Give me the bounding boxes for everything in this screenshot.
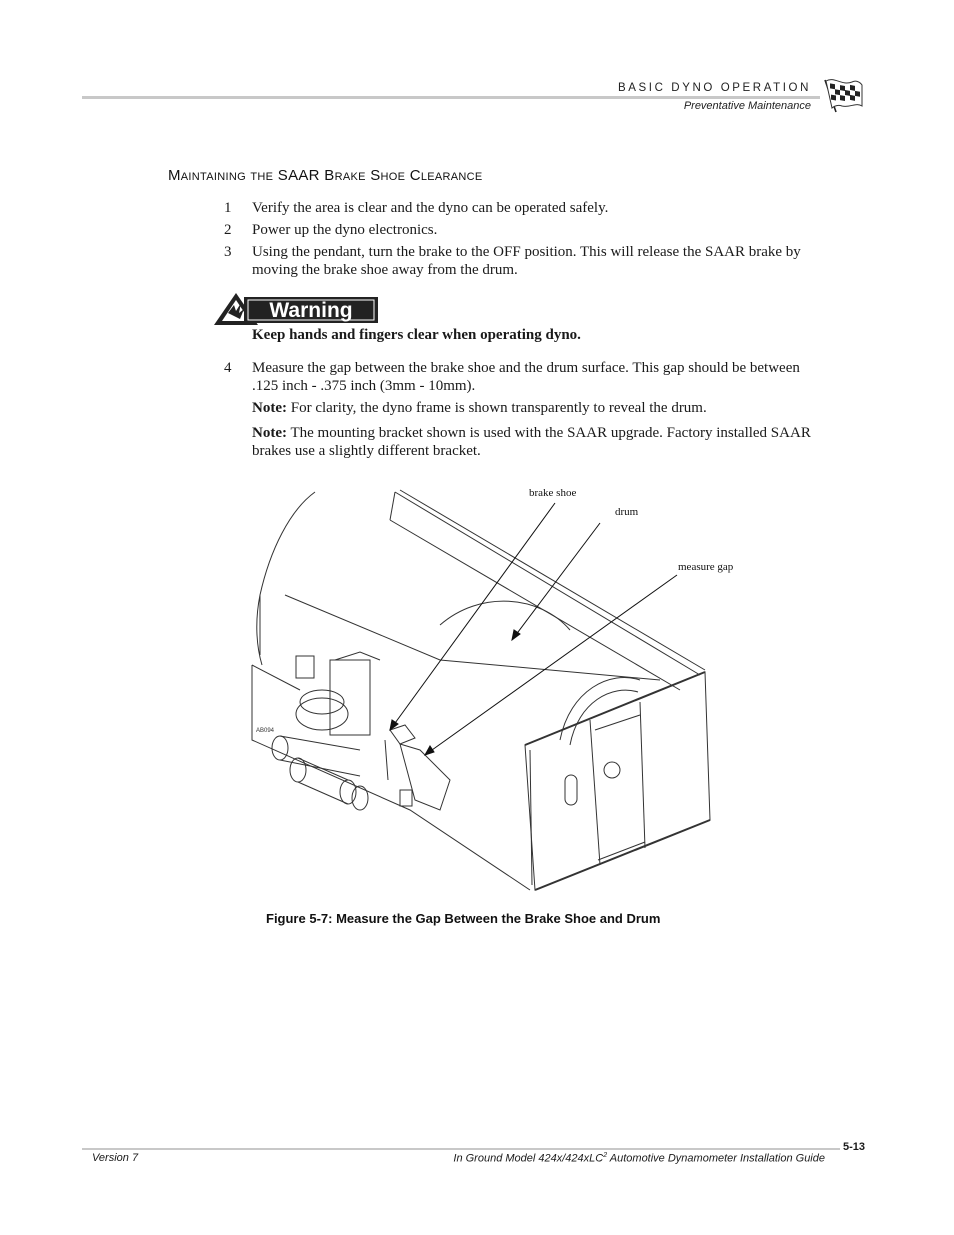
- note-1: [252, 399, 812, 417]
- callout-drum: drum: [615, 506, 639, 518]
- step-text: Measure the gap between the brake shoe and the drum surface. This gap should be between .125 inch - .375 inch (3mm - 10mm).: [252, 360, 800, 394]
- brake-diagram: [240, 480, 734, 900]
- warning-label: Warning: [269, 299, 353, 322]
- step-text: Power up the dyno electronics.: [252, 222, 438, 238]
- step-number: 3: [224, 244, 232, 260]
- note-text: For clarity, the dyno frame is shown transparently to reveal the drum.: [290, 400, 707, 416]
- guide-title: [453, 1152, 825, 1165]
- callout-measure-gap: measure gap: [678, 561, 734, 573]
- guide-title-sup: 2: [603, 1152, 608, 1159]
- guide-title-main: In Ground Model 424x/424xLC: [453, 1152, 604, 1165]
- step-text: Using the pendant, turn the brake to the OFF position. This will release the SAAR brake by moving the brake shoe away from the drum.: [252, 244, 801, 278]
- warning-message: Keep hands and fingers clear when operating dyno.: [252, 327, 581, 343]
- note-text: The mounting bracket shown is used with the SAAR upgrade. Factory installed SAAR brakes use a slightly different bracket.: [252, 425, 811, 459]
- step-number: 4: [224, 360, 232, 376]
- checkered-flag-icon: [822, 76, 866, 116]
- page-number: 5-13: [843, 1141, 866, 1153]
- drawing-id: AB094: [256, 728, 275, 734]
- section-heading: Maintaining the SAAR Brake Shoe Clearance: [168, 167, 483, 184]
- chapter-title: BASIC DYNO OPERATION: [617, 82, 811, 94]
- note-label: Note:: [252, 400, 287, 416]
- note-label: Note:: [252, 425, 287, 441]
- footer-divider: [82, 1148, 840, 1150]
- version-label: Version 7: [92, 1152, 139, 1164]
- figure-caption: Figure 5-7: Measure the Gap Between the Brake Shoe and Drum: [266, 911, 661, 926]
- section-subtitle: Preventative Maintenance: [683, 100, 811, 112]
- note-2: [252, 424, 812, 460]
- step-text: Verify the area is clear and the dyno can be operated safely.: [252, 200, 609, 216]
- step-number: 1: [224, 200, 232, 216]
- warning-badge: [214, 291, 380, 327]
- guide-title-rest: Automotive Dynamometer Installation Guide: [607, 1152, 825, 1165]
- callout-brake-shoe: brake shoe: [529, 487, 577, 499]
- header-divider: [82, 96, 820, 99]
- step-number: 2: [224, 222, 232, 238]
